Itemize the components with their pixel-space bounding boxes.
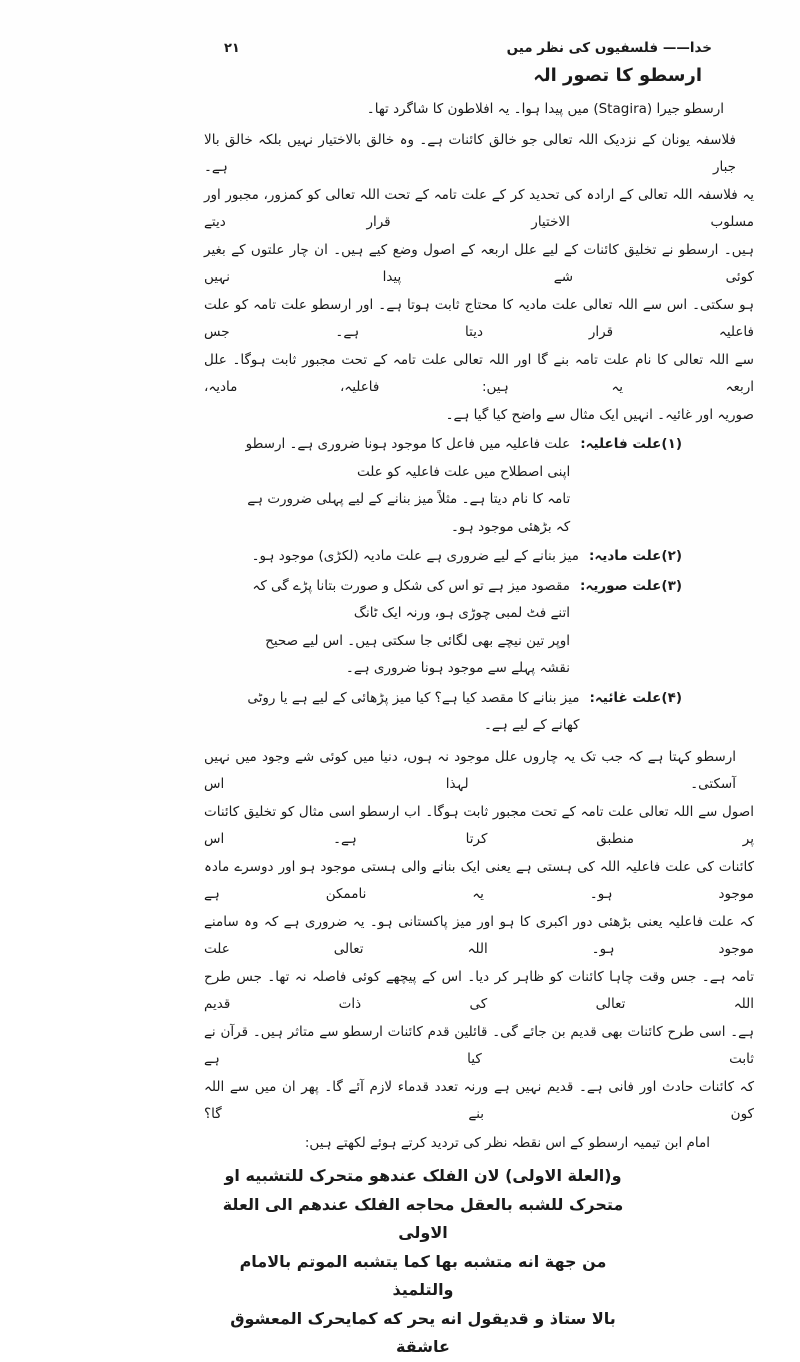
text-line: ارسطو کہتا ہے کہ جب تک یہ چاروں علل موجود نہ ہوں، دنیا میں کوئی شے وجود میں نہیں آسکتی۔ لہذا اس xyxy=(204,748,736,792)
item-text xyxy=(232,573,570,683)
text-line: فلاسفہ یونان کے نزدیک اللہ تعالی جو خالق کائنات ہے۔ وہ خالق بالاختیار نہیں بلکہ خالق بالا جبار ہے۔ xyxy=(204,131,736,175)
text-line: تامہ کا نام دیتا ہے۔ مثلاً میز بنانے کے لیے پہلی ضرورت ہے کہ بڑھئی موجود ہو۔ xyxy=(247,491,571,535)
item-label: (۴)علت غائیہ: xyxy=(589,689,682,706)
paragraph-1 xyxy=(204,127,754,430)
text-line: تامہ ہے۔ جس وقت چاہا کائنات کو ظاہر کر دیا۔ اس کے پیچھے کوئی فاصلہ نہ تھا۔ جس طرح اللہ تعالی کی ذات قدیم xyxy=(204,968,754,1012)
item-text xyxy=(232,431,570,541)
text-line: مقصود میز ہے تو اس کی شکل و صورت بتانا پڑے گی کہ اتنے فٹ لمبی چوڑی ہو، ورنہ ایک ٹانگ xyxy=(252,577,571,621)
text-line: کہ کائنات حادث اور فانی ہے۔ قدیم نہیں ہے ورنہ تعدد قدماء لازم آئے گا۔ پھر ان میں سے اللہ کون بنے گا؟ xyxy=(204,1078,754,1122)
text-line: کہ علت فاعلیہ یعنی بڑھئی دور اکبری کا ہو اور میز پاکستانی ہو۔ یہ ضروری ہے کہ وہ سامنے موجود ہو۔ اللہ تعالی علت xyxy=(204,913,754,957)
text-line: علت فاعلیہ میں فاعل کا موجود ہونا ضروری ہے۔ ارسطو اپنی اصطلاح میں علت فاعلیہ کو علت xyxy=(245,436,571,480)
quote-line: بالا ستاذ و قديقول انه يحر که کمايحرک المعشوق عاشقة xyxy=(230,1308,616,1356)
item-text xyxy=(232,543,579,571)
running-header xyxy=(204,40,754,56)
text-line: ہو سکتی۔ اس سے اللہ تعالی علت مادیہ کا محتاج ثابت ہوتا ہے۔ اور ارسطو علت تامہ کو علت فاعلیہ قرار دیتا ہے۔ جس xyxy=(204,296,754,340)
quote-line: متحرک للشبه بالعقل محاجه الفلک عندهم الی العلة الاولی xyxy=(222,1194,624,1242)
item-label: (۱)علت فاعلیہ: xyxy=(580,436,682,452)
list-item xyxy=(232,431,682,541)
intro-line: ارسطو جیرا (Stagira) میں پیدا ہوا۔ یہ افلاطون کا شاگرد تھا۔ xyxy=(366,101,724,117)
text-line: اصول سے اللہ تعالی علت تامہ کے تحت مجبور ثابت ہوگا۔ اب ارسطو اسی مثال کو تخلیق کائنات پر منطبق کرتا ہے۔ اس xyxy=(204,803,754,847)
quote-intro-line: امام ابن تیمیہ ارسطو کے اس نقطہ نظر کی تردید کرتے ہوئے لکھتے ہیں: xyxy=(304,1134,710,1151)
quote-line: من جهة انه متشبه بها کما يتشبه الموتم بالامام والتلميذ xyxy=(239,1251,607,1299)
item-label: (۳)علت صوریہ: xyxy=(580,577,682,594)
text-line: میز بنانے کے لیے ضروری ہے علت مادیہ (لکڑی) موجود ہو۔ xyxy=(251,548,579,564)
list-item xyxy=(232,573,682,683)
list-item xyxy=(232,685,682,740)
item-text xyxy=(232,685,580,740)
text-line: ہیں۔ ارسطو نے تخلیق کائنات کے لیے علل اربعہ کے اصول وضع کیے ہیں۔ ان چار علتوں کے بغیر کوئی شے پیدا نہیں xyxy=(204,241,754,285)
quote-line: و(العلة الاولی) لان الفلک عندهو متحرک للتشبيه او xyxy=(224,1166,622,1185)
text-line: ہے۔ اسی طرح کائنات بھی قدیم بن جائے گی۔ قائلین قدم کائنات ارسطو سے متاثر ہیں۔ قرآن نے ثابت کیا ہے xyxy=(204,1023,754,1067)
arabic-quotation xyxy=(222,1162,624,1362)
list-item xyxy=(232,543,682,571)
text-line: اوپر تین نیچے بھی لگائی جا سکتی ہیں۔ اس لیے صحیح نقشہ پہلے سے موجود ہونا ضروری ہے۔ xyxy=(265,632,571,676)
text-line: کائنات کی علت فاعلیہ اللہ کی ہستی ہے یعنی ایک بنانے والی ہستی موجود ہو اور دوسرے مادہ موجود ہو۔ یہ ناممکن ہے xyxy=(204,858,754,902)
book-title: خدا—— فلسفیوں کی نظر میں xyxy=(506,40,712,56)
item-label: (۲)علت مادیہ: xyxy=(588,548,682,564)
four-causes-list xyxy=(232,431,754,740)
page-text-column xyxy=(204,40,754,1362)
text-line: میز بنانے کا مقصد کیا ہے؟ کیا میز پڑھائی کے لیے ہے یا روٹی کھانے کے لیے ہے۔ xyxy=(247,689,580,733)
text-line: یہ فلاسفہ اللہ تعالی کے ارادہ کی تحدید کر کے علت تامہ کے تحت اللہ تعالی کو کمزور، مجبور اور مسلوب الاختیار قرار دیتے xyxy=(204,186,754,230)
text-line: سے اللہ تعالی کا نام علت تامہ بنے گا اور اللہ تعالی علت تامہ کے تحت مجبور ثابت ہوگا۔ علل اربعہ یہ ہیں: فاعلیہ، مادیہ، xyxy=(204,351,754,395)
text-line: صوریہ اور غائیہ۔ انہیں ایک مثال سے واضح کیا گیا ہے۔ xyxy=(445,406,754,423)
page-number: ۲۱ xyxy=(224,41,240,56)
section-heading: ارسطو کا تصور الہ xyxy=(533,65,702,86)
paragraph-2 xyxy=(204,744,754,1129)
